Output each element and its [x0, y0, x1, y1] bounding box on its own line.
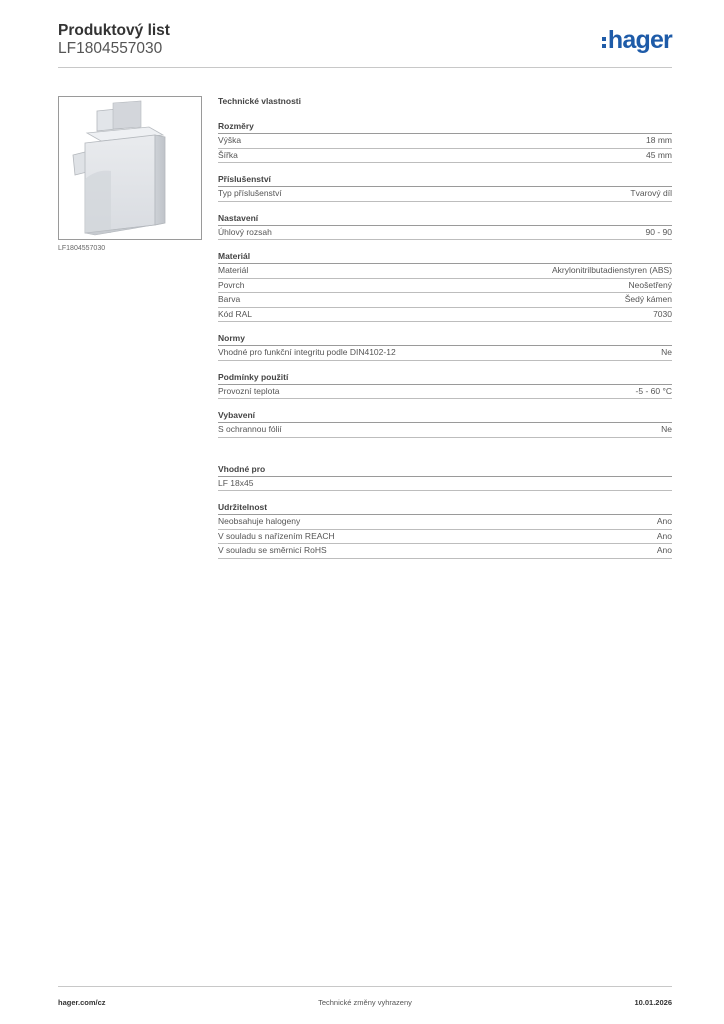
spec-row: [218, 385, 672, 400]
section-sustainability: [218, 502, 672, 559]
spec-row: [218, 226, 672, 241]
section-suitable-for: [218, 464, 672, 492]
spec-row: [218, 423, 672, 438]
section-equipment: [218, 410, 672, 438]
spec-row: [218, 264, 672, 279]
spec-label: Materiál: [218, 265, 249, 275]
spec-value: 90 - 90: [645, 226, 672, 237]
logo-dots-icon: [602, 37, 606, 48]
spec-value: 7030: [653, 308, 672, 319]
spec-label: Úhlový rozsah: [218, 226, 272, 237]
spec-label: Barva: [218, 294, 241, 304]
spec-label: Kód RAL: [218, 308, 253, 319]
spec-label: Provozní teplota: [218, 385, 280, 396]
spec-row: [218, 515, 672, 530]
document-title: Produktový list: [58, 22, 170, 39]
spec-value: Ano: [656, 545, 672, 555]
section-title: Vybavení: [218, 410, 672, 423]
spec-label: LF 18x45: [218, 477, 254, 488]
spec-value: Akrylonitrilbutadienstyren (ABS): [552, 265, 672, 275]
spec-row: [218, 346, 672, 361]
footer-disclaimer: Technické změny vyhrazeny: [318, 998, 412, 1007]
spec-row: [218, 477, 672, 492]
spec-label: Šířka: [218, 149, 238, 160]
spec-row: [218, 530, 672, 545]
specs-heading: Technické vlastnosti: [218, 96, 301, 106]
spec-label: V souladu se směrnicí RoHS: [218, 545, 327, 555]
spec-label: Povrch: [218, 279, 245, 290]
document-footer: [58, 986, 672, 1010]
footer-date: 10.01.2026: [634, 998, 672, 1007]
spec-row: [218, 293, 672, 308]
spec-value: Neošetřený: [628, 279, 672, 290]
spec-value: Ano: [656, 516, 672, 526]
section-material: [218, 251, 672, 322]
spec-value: Šedý kámen: [624, 294, 672, 304]
spec-label: Neobsahuje halogeny: [218, 516, 301, 526]
spec-value: Tvarový díl: [630, 188, 672, 198]
logo-text: hager: [607, 26, 672, 54]
spec-value: Ne: [661, 424, 672, 434]
section-dimensions: [218, 121, 672, 163]
spec-label: Výška: [218, 135, 242, 145]
section-title: Materiál: [218, 251, 672, 264]
spec-row: [218, 308, 672, 323]
spec-value: 45 mm: [646, 149, 672, 160]
document-header: [58, 22, 672, 68]
section-standards: [218, 333, 672, 361]
spec-row: [218, 134, 672, 149]
spec-value: Ano: [656, 530, 672, 541]
section-title: Vhodné pro: [218, 464, 672, 477]
section-title: Nastavení: [218, 213, 672, 226]
hager-logo: [602, 25, 672, 55]
section-title: Rozměry: [218, 121, 672, 134]
footer-website-link[interactable]: hager.com/cz: [58, 998, 106, 1007]
spec-row: [218, 149, 672, 164]
section-title: Udržitelnost: [218, 502, 672, 515]
image-caption: LF1804557030: [58, 245, 106, 252]
product-number: LF1804557030: [58, 40, 163, 57]
section-conditions: [218, 372, 672, 400]
cable-trunking-tee-fitting-icon: [59, 97, 201, 239]
spec-label: Typ příslušenství: [218, 188, 282, 198]
section-title: Normy: [218, 333, 672, 346]
spec-label: V souladu s nařízením REACH: [218, 530, 335, 541]
section-accessories: [218, 174, 672, 202]
spec-row: [218, 544, 672, 559]
section-title: Příslušenství: [218, 174, 672, 187]
spec-label: Vhodné pro funkční integritu podle DIN4102-12: [218, 347, 396, 357]
spec-row: [218, 279, 672, 294]
spec-value: 18 mm: [646, 135, 672, 145]
spec-value: Ne: [661, 347, 672, 357]
spec-label: S ochrannou fólií: [218, 424, 282, 434]
section-settings: [218, 213, 672, 241]
product-image: [58, 96, 202, 240]
spec-value: -5 - 60 °C: [635, 385, 672, 396]
section-title: Podmínky použití: [218, 372, 672, 385]
spec-row: [218, 187, 672, 202]
technical-specs: [218, 96, 672, 559]
